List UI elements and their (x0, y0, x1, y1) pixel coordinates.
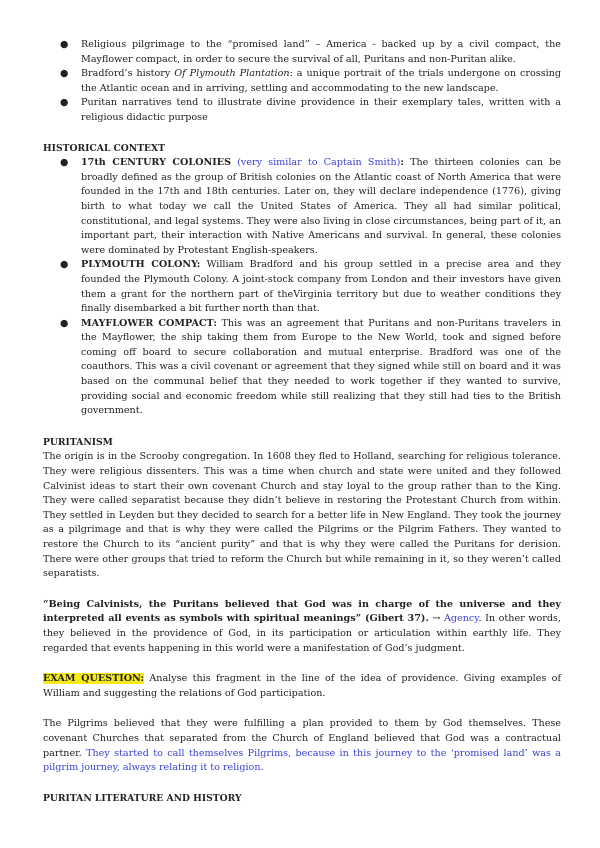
list-item: ● Religious pilgrimage to the “promised land” – America - backed up by a civil compact, the Mayflower compact, in order to secure the survival of all, Puritans and non-Puritan alike. (60, 39, 561, 65)
bullet-icon: ● (60, 317, 69, 329)
item-label: MAYFLOWER COMPACT: (81, 317, 217, 329)
bullet-icon: ● (60, 39, 69, 50)
agency-link: Agency (444, 613, 479, 625)
list-item: ● MAYFLOWER COMPACT: This was an agreement that Puritans and non-Puritans travelers in the Mayflower, the ship taking them from Europe to the New World, took and signed before coming off board to secure collaboration and mutual enterprise. Bradford was one of the coauthors. This was a civil covenant or agreement that they signed while still on board and it was based on the communal belief that they needed to work together if they wanted to survive, providing social and economic freedom while still realizing that they still had ties to the British government. (60, 317, 561, 417)
item-label: 17th CENTURY COLONIES (81, 157, 232, 169)
bullet-icon: ● (60, 68, 69, 80)
list-item: ● Bradford’s history Of Plymouth Plantation: a unique portrait of the trials undergone on crossing the Atlantic ocean and in arriving, settling and accommodating to the new landscape. (60, 68, 562, 94)
item-label: PLYMOUTH COLONY: (81, 259, 201, 271)
book-title: Of Plymouth Plantation (174, 68, 290, 80)
section-heading: HISTORICAL CONTEXT (43, 142, 166, 154)
bullet-icon: ● (60, 97, 69, 109)
quote-text: “Being Calvinists, the Puritans believed that God was in charge of the universe and they interpreted all events as symbols with spiritual meanings” (Gibert 37). (43, 598, 561, 625)
document-page (43, 38, 561, 806)
historical-context-section (43, 142, 561, 419)
arrow-icon: → (428, 613, 444, 625)
historical-bullet-list (43, 156, 561, 419)
paragraph: The origin is in the Scrooby congregation. In 1608 they fled to Holland, searching for religious tolerance. They were religious dissenters. This was a time when church and state were united and they followed Calvinist ideas to start their own covenant Church and stay loyal to the group rather than to the King. They were called separatist because they didn’t believe in restoring the Protestant Church from within. They settled in Leyden but they decided to search for a better life in New England. They took the journey as a pilgrimage and that is why they were called the Pilgrims or the Pilgrim Fathers. They wanted to restore the Church to its “ancient purity” and that is why they were called the Puritans for derision. There were other groups that tried to reform the Church but while remaining in it, so they weren’t called separatists. (43, 451, 561, 580)
list-item: ● 17th CENTURY COLONIES (very similar to Captain Smith): The thirteen colonies can be broadly defined as the group of British colonies on the Atlantic coast of North America that were founded in the 17th and 18th centuries. Later on, they will declare independence (1776), giving birth to what today we call the United States of America. They all had similar political, constitutional, and legal systems. They were also living in close circumstances, being part of it, an important part, their interaction with Native Americans and survival. In general, these colonies were dominated by Protestant English-speakers. (60, 157, 562, 256)
bullet-icon: ● (60, 259, 69, 271)
intro-bullet-list (43, 38, 561, 126)
exam-question: EXAM QUESTION: Analyse this fragment in the line of the idea of providence. Giving examples of William and suggesting the relations of God participation. (43, 673, 561, 699)
exam-label: EXAM QUESTION: (43, 673, 145, 685)
blue-sentence: They started to call themselves Pilgrims, because in this journey to the ‘promised land’ was a pilgrim journey, always relating it to religion. (43, 747, 561, 774)
puritanism-section (43, 436, 561, 582)
section-heading: PURITAN LITERATURE AND HISTORY (43, 792, 242, 804)
list-item: ● Puritan narratives tend to illustrate divine providence in their exemplary tales, written with a religious didactic purpose (60, 97, 561, 123)
list-item: ● PLYMOUTH COLONY: William Bradford and his group settled in a precise area and they founded the Plymouth Colony. A joint-stock company from London and their investors have given them a grant for the northern part of theVirginia territory but due to weather conditions they finally disembarked a bit further north than that. (60, 259, 561, 315)
pilgrims-paragraph: The Pilgrims believed that they were fulfilling a plan provided to them by God themselves. These covenant Churches that separated from the Church of England believed that God was a contractual partner. They started to call themselves Pilgrims, because in this journey to the ‘promised land’ was a pilgrim journey, always relating it to religion. (43, 718, 561, 774)
section-heading: PURITANISM (43, 436, 113, 448)
blue-note: (very similar to Captain Smith) (237, 157, 401, 169)
quote-paragraph: “Being Calvinists, the Puritans believed that God was in charge of the universe and they interpreted all events as symbols with spiritual meanings” (Gibert 37). → Agency. In other words, they believed in the providence of God, in its participation or articulation within earthly life. They regarded that events happening in this world were a manifestation of God’s judgment. (43, 598, 561, 654)
bullet-icon: ● (60, 157, 69, 169)
